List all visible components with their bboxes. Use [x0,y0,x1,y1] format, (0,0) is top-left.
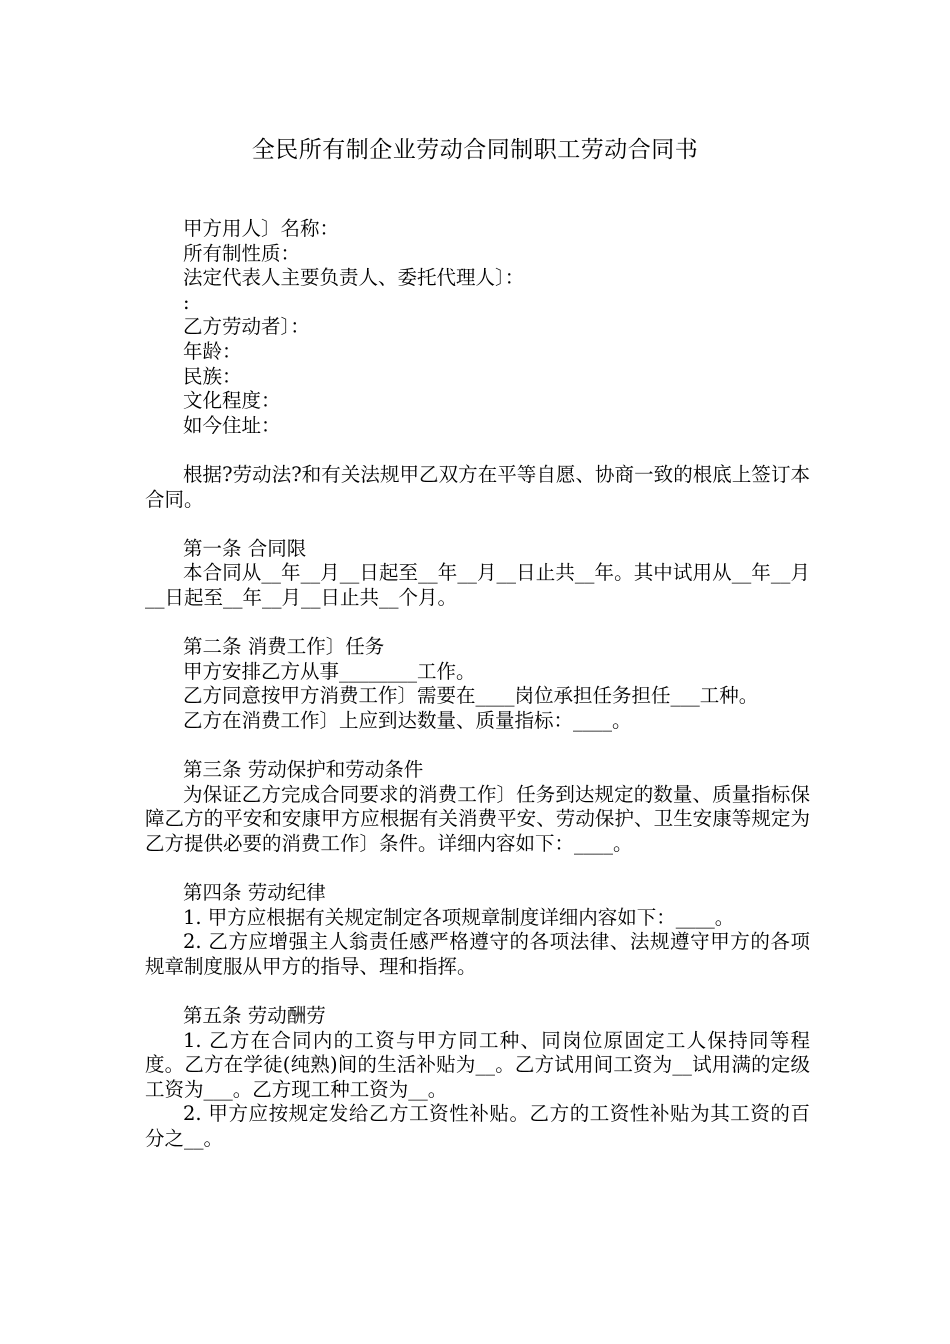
article-3-paragraph: 为保证乙方完成合同要求的消费工作〕任务到达规定的数量、质量指标保障乙方的平安和安康甲方应根据有关消费平安、劳动保护、卫生安康等规定为乙方提供必要的消费工作〕条件。详细内容如下：____。 [145,782,810,855]
age-field: 年龄： [183,339,242,363]
education-field: 文化程度： [183,389,281,413]
article-3-heading: 第三条 劳动保护和劳动条件 [183,758,424,782]
article-4-paragraph: 1. 甲方应根据有关规定制定各项规章制度详细内容如下：____。 [183,905,735,929]
article-2-paragraph: 甲方安排乙方从事________工作。 [183,659,476,683]
article-5-heading: 第五条 劳动酬劳 [183,1004,326,1027]
article-4-heading: 第四条 劳动纪律 [183,881,326,905]
ownership-type-field: 所有制性质： [183,241,301,265]
ethnicity-field: 民族： [183,364,242,388]
party-a-name-field: 甲方用人〕名称： [183,217,340,240]
article-1-paragraph: 本合同从__年__月__日起至__年__月__日止共__年。其中试用从__年__月__日起至__年__月__日止共__个月。 [145,561,810,609]
legal-representative-field: 法定代表人主要负责人、委托代理人〕： [183,266,525,290]
party-b-field: 乙方劳动者〕： [183,315,310,339]
address-field: 如今住址： [183,413,281,437]
article-2-paragraph: 乙方同意按甲方消费工作〕需要在____岗位承担任务担任___工种。 [183,684,759,708]
article-4-paragraph: 2. 乙方应增强主人翁责任感严格遵守的各项法律、法规遵守甲方的各项规章制度服从甲方的指导、理和指挥。 [145,930,810,978]
document-body [145,217,810,1152]
document-title: 全民所有制企业劳动合同制职工劳动合同书 [251,137,699,163]
article-1-heading: 第一条 合同限 [183,536,307,560]
preamble-paragraph: 根据?劳动法?和有关法规甲乙双方在平等自愿、协商一致的根底上签订本合同。 [145,462,810,511]
article-2-paragraph: 乙方在消费工作〕上应到达数量、质量指标：____。 [183,708,632,732]
article-5-paragraph: 2. 甲方应按规定发给乙方工资性补贴。乙方的工资性补贴为其工资的百分之__。 [145,1102,810,1150]
article-5-paragraph: 1. 乙方在合同内的工资与甲方同工种、同岗位原固定工人保持同等程度。乙方在学徒(纯熟)间的生活补贴为__。乙方试用间工资为__试用满的定级工资为___。乙方现工种工资为__。 [145,1028,810,1101]
stray-colon: : [183,290,190,314]
article-2-heading: 第二条 消费工作〕任务 [183,635,385,659]
